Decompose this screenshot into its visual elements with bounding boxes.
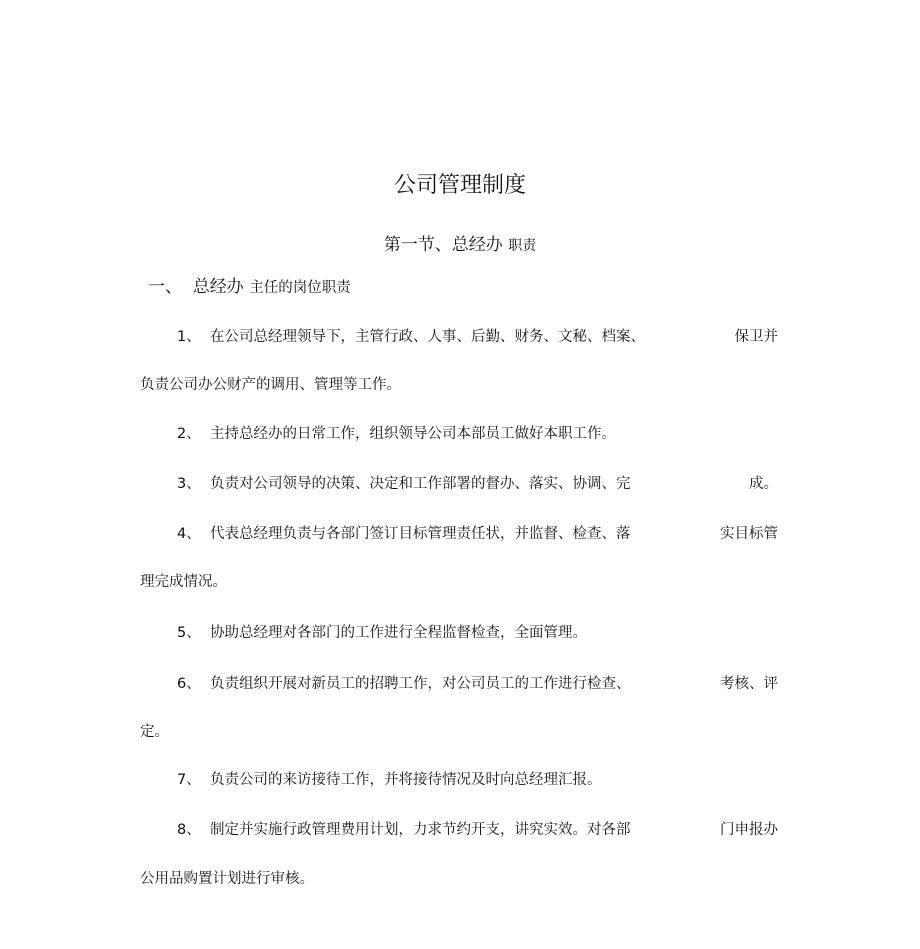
item-text: 在公司总经理领导下，主管行政、人事、后勤、财务、文秘、档案、 [210, 329, 645, 345]
item-text: 代表总经理负责与各部门签订目标管理责任状，并监督、检查、落 [210, 526, 631, 542]
item-text: 负责公司的来访接待工作，并将接待情况及时向总经理汇报。 [210, 772, 602, 788]
item-text: 协助总经理对各部门的工作进行全程监督检查，全面管理。 [210, 625, 587, 641]
item-text: 主持总经办的日常工作，组织领导公司本部员工做好本职工作。 [210, 426, 616, 442]
subsection-heading [148, 277, 351, 298]
item-text-tail: 保卫并 [734, 329, 778, 345]
item-text: 制定并实施行政管理费用计划，力求节约开支，讲究实效。对各部 [210, 822, 631, 838]
section-main: 第一节、总经办 [383, 235, 503, 255]
section-title [0, 230, 920, 255]
item-number: 4、 [177, 526, 201, 542]
item-continuation: 理完成情况。 [140, 574, 227, 590]
item-number: 2、 [177, 426, 201, 442]
section-sub: 职责 [508, 238, 537, 254]
item-number: 5、 [177, 625, 201, 641]
item-text-tail: 考核、评 [720, 676, 778, 692]
heading-main: 总经办 [192, 277, 244, 297]
item-number: 7、 [177, 772, 201, 788]
item-text-tail: 实目标管 [720, 526, 778, 542]
item-text-tail: 门申报办 [720, 822, 778, 838]
item-number: 6、 [177, 676, 201, 692]
item-number: 1、 [177, 329, 201, 345]
document-title: 公司管理制度 [393, 173, 526, 198]
item-continuation: 公用品购置计划进行审核。 [140, 871, 314, 887]
heading-sub: 主任的岗位职责 [249, 280, 351, 296]
item-number: 8、 [177, 822, 201, 838]
item-continuation: 定。 [140, 724, 169, 740]
item-text: 负责组织开展对新员工的招聘工作，对公司员工的工作进行检查、 [210, 676, 631, 692]
heading-number: 一、 [148, 277, 182, 297]
item-text: 负责对公司领导的决策、决定和工作部署的督办、落实、协调、完 [210, 476, 631, 492]
item-number: 3、 [177, 476, 201, 492]
item-text-tail: 成。 [749, 476, 778, 492]
item-continuation: 负责公司办公财产的调用、管理等工作。 [140, 377, 401, 393]
